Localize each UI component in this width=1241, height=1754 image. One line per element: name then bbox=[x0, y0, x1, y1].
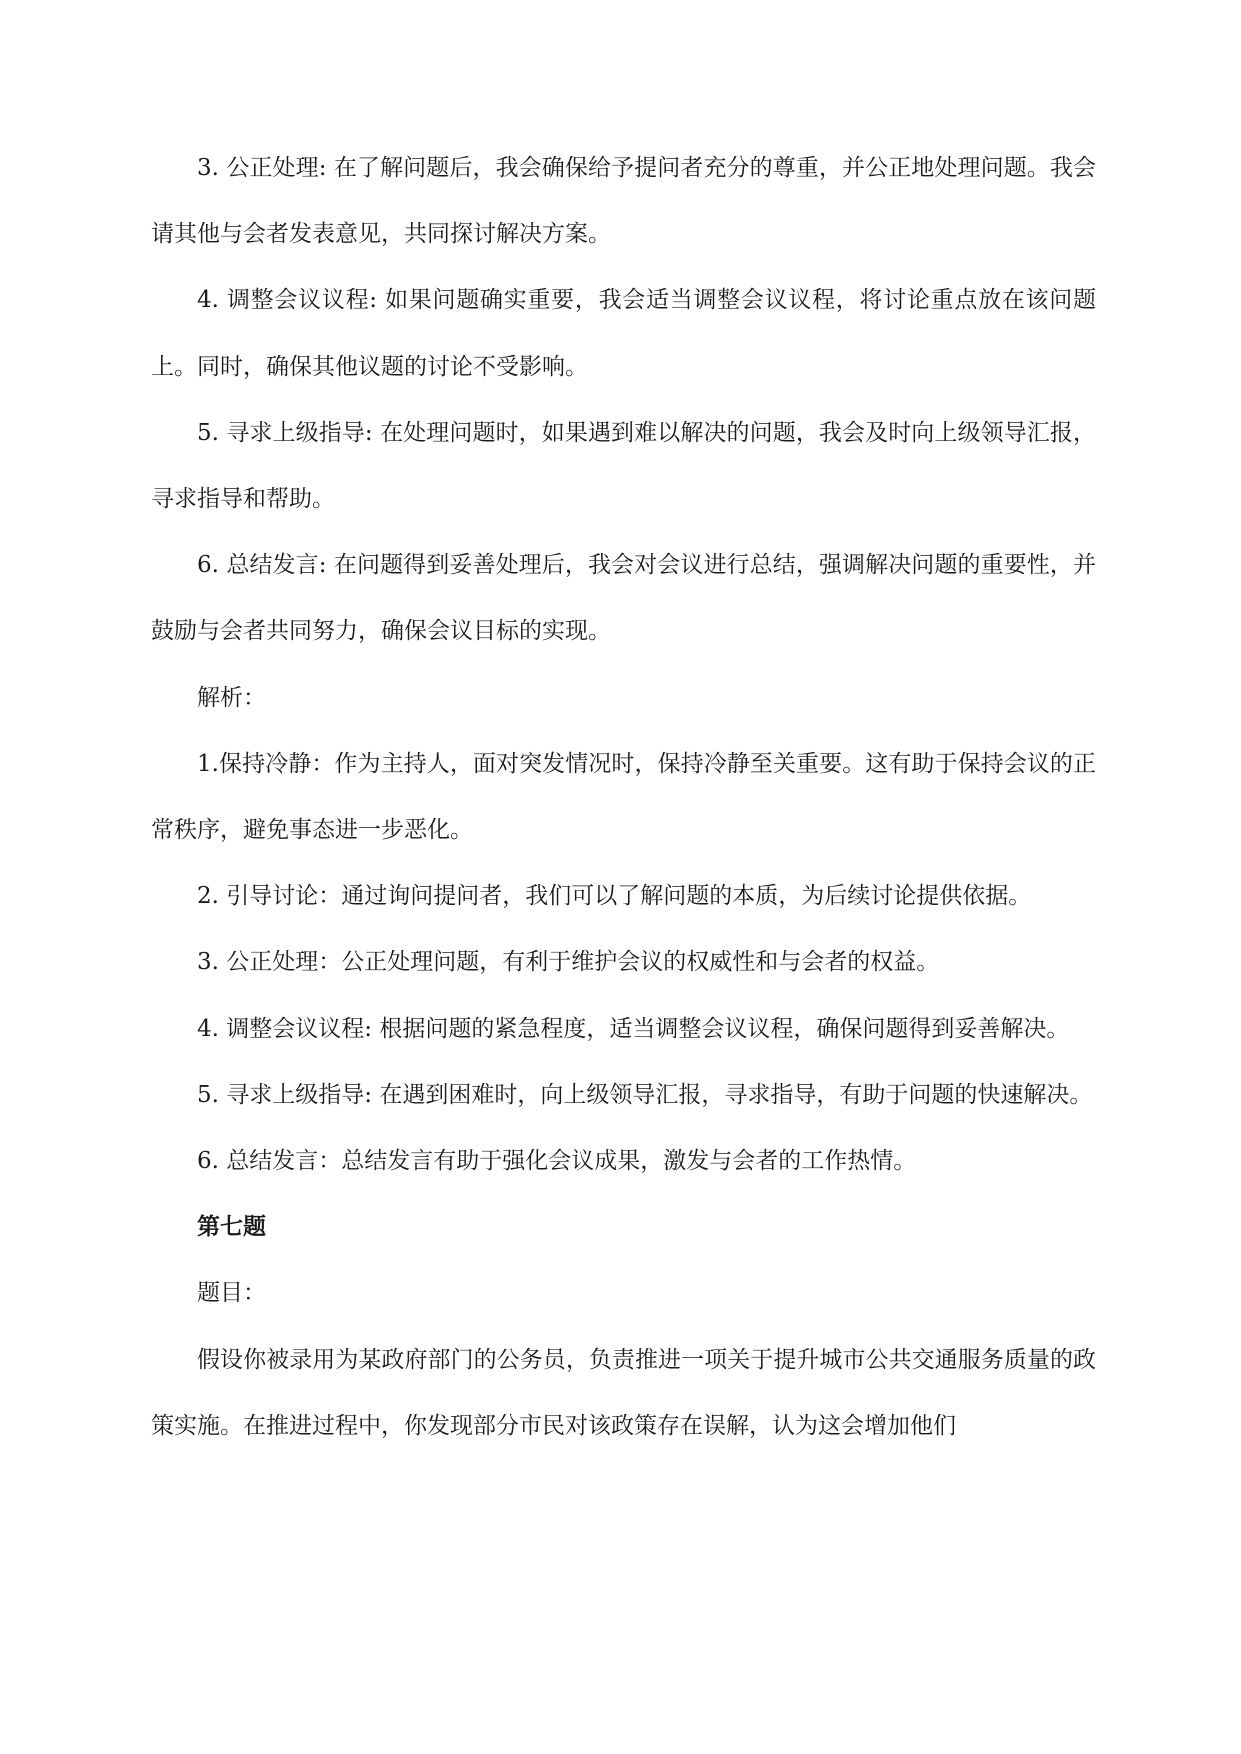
question-body: 假设你被录用为某政府部门的公务员，负责推进一项关于提升城市公共交通服务质量的政策实施。在推进过程中，你发现部分市民对该政策存在误解，认为这会增加他们 bbox=[151, 1346, 1096, 1439]
question-heading: 第七题 bbox=[197, 1213, 266, 1241]
analysis-point-4: 4. 调整会议议程: 根据问题的紧急程度，适当调整会议议程，确保问题得到妥善解决。 bbox=[197, 1015, 1070, 1042]
analysis-point-6: 6. 总结发言：总结发言有助于强化会议成果，激发与会者的工作热情。 bbox=[197, 1148, 917, 1175]
analysis-point-1: 1.保持冷静：作为主持人，面对突发情况时，保持冷静至关重要。这有助于保持会议的正常秩序，避免事态进一步恶化。 bbox=[151, 750, 1096, 844]
document-body bbox=[151, 135, 1096, 1459]
analysis-label: 解析： bbox=[197, 684, 266, 711]
answer-point-4: 4. 调整会议议程: 如果问题确实重要，我会适当调整会议议程，将讨论重点放在该问题上。同时，确保其他议题的讨论不受影响。 bbox=[151, 287, 1096, 380]
analysis-point-2: 2. 引导讨论：通过询问提问者，我们可以了解问题的本质，为后续讨论提供依据。 bbox=[197, 883, 1032, 910]
answer-point-3: 3. 公正处理: 在了解问题后，我会确保给予提问者充分的尊重，并公正地处理问题。我会请其他与会者发表意见，共同探讨解决方案。 bbox=[151, 155, 1096, 248]
answer-point-6: 6. 总结发言: 在问题得到妥善处理后，我会对会议进行总结，强调解决问题的重要性，并鼓励与会者共同努力，确保会议目标的实现。 bbox=[151, 552, 1096, 645]
analysis-point-3: 3. 公正处理：公正处理问题，有利于维护会议的权威性和与会者的权益。 bbox=[197, 949, 940, 976]
analysis-point-5: 5. 寻求上级指导: 在遇到困难时，向上级领导汇报，寻求指导，有助于问题的快速解决。 bbox=[197, 1081, 1093, 1108]
question-label: 题目： bbox=[197, 1280, 266, 1307]
answer-point-5: 5. 寻求上级指导: 在处理问题时，如果遇到难以解决的问题，我会及时向上级领导汇报，寻求指导和帮助。 bbox=[151, 419, 1096, 513]
